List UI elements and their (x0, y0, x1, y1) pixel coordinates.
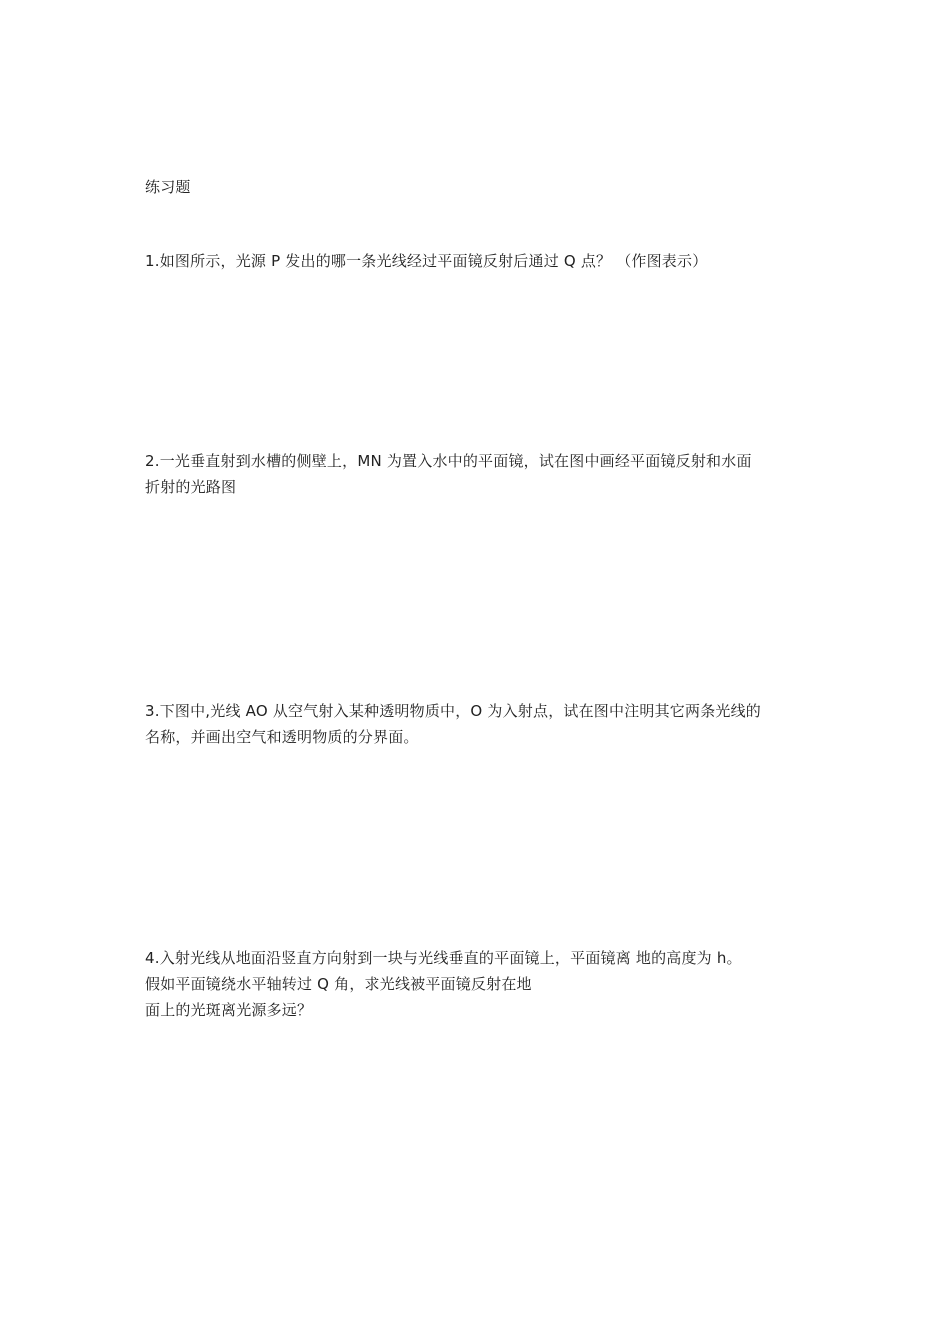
question-4-line-3: 面上的光斑离光源多远？ (145, 1001, 313, 1019)
question-1-line-1: 1.如图所示，光源 P 发出的哪一条光线经过平面镜反射后通过 Q 点？ （作图表示） (145, 252, 708, 270)
question-2-line-1: 2.一光垂直射到水槽的侧壁上，MN 为置入水中的平面镜，试在图中画经平面镜反射和水面 (145, 452, 752, 470)
question-2-line-2: 折射的光路图 (145, 478, 237, 496)
question-3-line-1: 3.下图中,光线 AO 从空气射入某种透明物质中，O 为入射点，试在图中注明其它两条光线的 (145, 702, 761, 720)
question-3-line-2: 名称，并画出空气和透明物质的分界面。 (145, 728, 419, 746)
page-title: 练习题 (145, 178, 191, 196)
question-4-line-1: 4.入射光线从地面沿竖直方向射到一块与光线垂直的平面镜上，平面镜离 地的高度为 h。 (145, 949, 742, 967)
question-4-line-2: 假如平面镜绕水平轴转过 Q 角，求光线被平面镜反射在地 (145, 975, 532, 993)
